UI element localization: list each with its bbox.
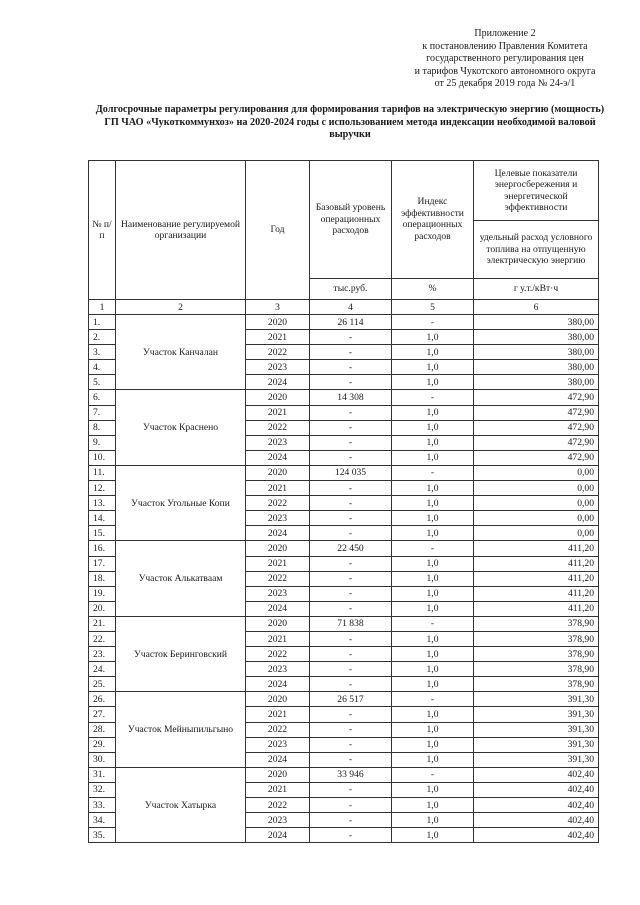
column-number: 3 bbox=[246, 300, 310, 315]
fuel-rate-cell: 378,90 bbox=[474, 631, 599, 646]
row-number: 25. bbox=[89, 677, 116, 692]
table-row bbox=[89, 390, 599, 405]
unit-fuel: г у.т./кВт·ч bbox=[474, 278, 599, 299]
base-opex-cell: - bbox=[310, 707, 392, 722]
fuel-rate-cell: 402,40 bbox=[474, 813, 599, 828]
efficiency-index-cell: 1,0 bbox=[392, 647, 474, 662]
year-cell: 2022 bbox=[246, 798, 310, 813]
fuel-rate-cell: 411,20 bbox=[474, 541, 599, 556]
base-opex-cell: - bbox=[310, 330, 392, 345]
base-opex-cell: - bbox=[310, 435, 392, 450]
appendix-line: от 25 декабря 2019 года № 24-э/1 bbox=[434, 78, 576, 89]
fuel-rate-cell: 411,20 bbox=[474, 601, 599, 616]
table-row bbox=[89, 541, 599, 556]
header-targets: Целевые показатели энергосбережения и энергетической эффективности bbox=[474, 161, 599, 221]
year-cell: 2021 bbox=[246, 405, 310, 420]
efficiency-index-cell: 1,0 bbox=[392, 813, 474, 828]
column-number: 2 bbox=[116, 300, 246, 315]
fuel-rate-cell: 0,00 bbox=[474, 465, 599, 480]
row-number: 15. bbox=[89, 526, 116, 541]
fuel-rate-cell: 391,30 bbox=[474, 707, 599, 722]
base-opex-cell: - bbox=[310, 481, 392, 496]
row-number: 19. bbox=[89, 586, 116, 601]
fuel-rate-cell: 402,40 bbox=[474, 828, 599, 843]
year-cell: 2022 bbox=[246, 345, 310, 360]
row-number: 31. bbox=[89, 767, 116, 782]
org-name: Участок Алькатваам bbox=[116, 541, 246, 616]
efficiency-index-cell: 1,0 bbox=[392, 345, 474, 360]
fuel-rate-cell: 411,20 bbox=[474, 556, 599, 571]
efficiency-index-cell: 1,0 bbox=[392, 662, 474, 677]
base-opex-cell: - bbox=[310, 752, 392, 767]
base-opex-cell: - bbox=[310, 450, 392, 465]
year-cell: 2024 bbox=[246, 375, 310, 390]
base-opex-cell: - bbox=[310, 526, 392, 541]
appendix-line: Приложение 2 bbox=[474, 28, 536, 39]
efficiency-index-cell: - bbox=[392, 692, 474, 707]
row-number: 24. bbox=[89, 662, 116, 677]
base-opex-cell: - bbox=[310, 586, 392, 601]
base-opex-cell: - bbox=[310, 677, 392, 692]
table-row bbox=[89, 767, 599, 782]
row-number: 22. bbox=[89, 631, 116, 646]
base-opex-cell: 71 838 bbox=[310, 616, 392, 631]
base-opex-cell: 26 114 bbox=[310, 315, 392, 330]
efficiency-index-cell: 1,0 bbox=[392, 677, 474, 692]
row-number: 27. bbox=[89, 707, 116, 722]
base-opex-cell: - bbox=[310, 571, 392, 586]
org-name: Участок Мейныпильгыно bbox=[116, 692, 246, 767]
fuel-rate-cell: 402,40 bbox=[474, 767, 599, 782]
efficiency-index-cell: 1,0 bbox=[392, 526, 474, 541]
efficiency-index-cell: 1,0 bbox=[392, 798, 474, 813]
title-line: ГП ЧАО «Чукоткоммунхоз» на 2020-2024 годы с использованием метода индексации необходимой валовой bbox=[104, 116, 596, 128]
table-row bbox=[89, 692, 599, 707]
row-number: 28. bbox=[89, 722, 116, 737]
fuel-rate-cell: 378,90 bbox=[474, 616, 599, 631]
header-efficiency-index: Индекс эффективности операционных расходов bbox=[392, 161, 474, 279]
year-cell: 2022 bbox=[246, 722, 310, 737]
base-opex-cell: 26 517 bbox=[310, 692, 392, 707]
base-opex-cell: - bbox=[310, 813, 392, 828]
base-opex-cell: - bbox=[310, 375, 392, 390]
efficiency-index-cell: 1,0 bbox=[392, 405, 474, 420]
table-row bbox=[89, 616, 599, 631]
base-opex-cell: - bbox=[310, 405, 392, 420]
base-opex-cell: 14 308 bbox=[310, 390, 392, 405]
year-cell: 2023 bbox=[246, 511, 310, 526]
fuel-rate-cell: 0,00 bbox=[474, 481, 599, 496]
base-opex-cell: - bbox=[310, 345, 392, 360]
year-cell: 2023 bbox=[246, 662, 310, 677]
efficiency-index-cell: 1,0 bbox=[392, 571, 474, 586]
fuel-rate-cell: 472,90 bbox=[474, 390, 599, 405]
row-number: 17. bbox=[89, 556, 116, 571]
base-opex-cell: - bbox=[310, 511, 392, 526]
efficiency-index-cell: - bbox=[392, 541, 474, 556]
year-cell: 2023 bbox=[246, 813, 310, 828]
row-number: 26. bbox=[89, 692, 116, 707]
year-cell: 2020 bbox=[246, 465, 310, 480]
row-number: 12. bbox=[89, 481, 116, 496]
row-number: 8. bbox=[89, 420, 116, 435]
fuel-rate-cell: 391,30 bbox=[474, 752, 599, 767]
efficiency-index-cell: - bbox=[392, 390, 474, 405]
appendix-line: к постановлению Правления Комитета bbox=[422, 40, 588, 52]
fuel-rate-cell: 472,90 bbox=[474, 435, 599, 450]
org-name: Участок Беринговский bbox=[116, 616, 246, 691]
row-number: 1. bbox=[89, 315, 116, 330]
row-number: 5. bbox=[89, 375, 116, 390]
base-opex-cell: - bbox=[310, 647, 392, 662]
efficiency-index-cell: 1,0 bbox=[392, 450, 474, 465]
header-base-opex: Базовый уровень операционных расходов bbox=[310, 161, 392, 279]
efficiency-index-cell: - bbox=[392, 465, 474, 480]
fuel-rate-cell: 380,00 bbox=[474, 315, 599, 330]
fuel-rate-cell: 378,90 bbox=[474, 677, 599, 692]
year-cell: 2022 bbox=[246, 496, 310, 511]
year-cell: 2024 bbox=[246, 752, 310, 767]
efficiency-index-cell: 1,0 bbox=[392, 722, 474, 737]
fuel-rate-cell: 402,40 bbox=[474, 782, 599, 797]
year-cell: 2024 bbox=[246, 526, 310, 541]
efficiency-index-cell: - bbox=[392, 315, 474, 330]
row-number: 14. bbox=[89, 511, 116, 526]
table-row bbox=[89, 315, 599, 330]
title-line: выручки bbox=[329, 129, 371, 140]
year-cell: 2021 bbox=[246, 556, 310, 571]
base-opex-cell: 33 946 bbox=[310, 767, 392, 782]
base-opex-cell: - bbox=[310, 662, 392, 677]
year-cell: 2024 bbox=[246, 601, 310, 616]
efficiency-index-cell: 1,0 bbox=[392, 737, 474, 752]
efficiency-index-cell: 1,0 bbox=[392, 556, 474, 571]
efficiency-index-cell: - bbox=[392, 616, 474, 631]
year-cell: 2022 bbox=[246, 420, 310, 435]
base-opex-cell: - bbox=[310, 360, 392, 375]
fuel-rate-cell: 472,90 bbox=[474, 405, 599, 420]
fuel-rate-cell: 402,40 bbox=[474, 798, 599, 813]
row-number: 23. bbox=[89, 647, 116, 662]
row-number: 4. bbox=[89, 360, 116, 375]
fuel-rate-cell: 411,20 bbox=[474, 586, 599, 601]
efficiency-index-cell: 1,0 bbox=[392, 435, 474, 450]
row-number: 7. bbox=[89, 405, 116, 420]
row-number: 20. bbox=[89, 601, 116, 616]
efficiency-index-cell: 1,0 bbox=[392, 330, 474, 345]
fuel-rate-cell: 380,00 bbox=[474, 330, 599, 345]
row-number: 32. bbox=[89, 782, 116, 797]
title-line: Долгосрочные параметры регулирования для формирования тарифов на электрическую энергию (мощность) bbox=[95, 104, 605, 115]
year-cell: 2021 bbox=[246, 707, 310, 722]
year-cell: 2023 bbox=[246, 360, 310, 375]
year-cell: 2020 bbox=[246, 315, 310, 330]
efficiency-index-cell: 1,0 bbox=[392, 375, 474, 390]
year-cell: 2021 bbox=[246, 481, 310, 496]
row-number: 18. bbox=[89, 571, 116, 586]
org-name: Участок Угольные Копи bbox=[116, 465, 246, 540]
year-cell: 2020 bbox=[246, 541, 310, 556]
fuel-rate-cell: 411,20 bbox=[474, 571, 599, 586]
year-cell: 2021 bbox=[246, 631, 310, 646]
row-number: 2. bbox=[89, 330, 116, 345]
year-cell: 2023 bbox=[246, 586, 310, 601]
column-number: 4 bbox=[310, 300, 392, 315]
row-number: 16. bbox=[89, 541, 116, 556]
efficiency-index-cell: 1,0 bbox=[392, 782, 474, 797]
fuel-rate-cell: 378,90 bbox=[474, 647, 599, 662]
year-cell: 2024 bbox=[246, 828, 310, 843]
row-number: 29. bbox=[89, 737, 116, 752]
fuel-rate-cell: 391,30 bbox=[474, 722, 599, 737]
year-cell: 2020 bbox=[246, 692, 310, 707]
appendix-line: государственного регулирования цен bbox=[426, 53, 584, 64]
column-number: 5 bbox=[392, 300, 474, 315]
row-number: 11. bbox=[89, 465, 116, 480]
efficiency-index-cell: 1,0 bbox=[392, 631, 474, 646]
row-number: 6. bbox=[89, 390, 116, 405]
efficiency-index-cell: 1,0 bbox=[392, 828, 474, 843]
fuel-rate-cell: 0,00 bbox=[474, 496, 599, 511]
year-cell: 2020 bbox=[246, 616, 310, 631]
year-cell: 2023 bbox=[246, 737, 310, 752]
unit-index: % bbox=[392, 278, 474, 299]
org-name: Участок Краснено bbox=[116, 390, 246, 465]
fuel-rate-cell: 0,00 bbox=[474, 526, 599, 541]
document-title bbox=[80, 104, 620, 142]
row-number: 35. bbox=[89, 828, 116, 843]
base-opex-cell: - bbox=[310, 722, 392, 737]
appendix-line: и тарифов Чукотского автономного округа bbox=[414, 65, 596, 77]
base-opex-cell: - bbox=[310, 601, 392, 616]
org-name: Участок Канчалан bbox=[116, 315, 246, 390]
row-number: 13. bbox=[89, 496, 116, 511]
efficiency-index-cell: 1,0 bbox=[392, 481, 474, 496]
fuel-rate-cell: 391,30 bbox=[474, 737, 599, 752]
base-opex-cell: - bbox=[310, 420, 392, 435]
fuel-rate-cell: 378,90 bbox=[474, 662, 599, 677]
header-fuel-rate: удельный расход условного топлива на отпущенную электрическую энергию bbox=[474, 221, 599, 279]
row-number: 21. bbox=[89, 616, 116, 631]
base-opex-cell: - bbox=[310, 496, 392, 511]
fuel-rate-cell: 0,00 bbox=[474, 511, 599, 526]
column-number-row bbox=[89, 300, 599, 315]
year-cell: 2022 bbox=[246, 571, 310, 586]
efficiency-index-cell: 1,0 bbox=[392, 601, 474, 616]
header-num: № п/п bbox=[89, 161, 116, 300]
fuel-rate-cell: 391,30 bbox=[474, 692, 599, 707]
year-cell: 2021 bbox=[246, 782, 310, 797]
year-cell: 2023 bbox=[246, 435, 310, 450]
unit-base: тыс.руб. bbox=[310, 278, 392, 299]
base-opex-cell: - bbox=[310, 631, 392, 646]
base-opex-cell: - bbox=[310, 828, 392, 843]
year-cell: 2021 bbox=[246, 330, 310, 345]
fuel-rate-cell: 472,90 bbox=[474, 450, 599, 465]
header-year: Год bbox=[246, 161, 310, 300]
efficiency-index-cell: 1,0 bbox=[392, 496, 474, 511]
row-number: 33. bbox=[89, 798, 116, 813]
fuel-rate-cell: 380,00 bbox=[474, 345, 599, 360]
fuel-rate-cell: 380,00 bbox=[474, 375, 599, 390]
row-number: 9. bbox=[89, 435, 116, 450]
base-opex-cell: 22 450 bbox=[310, 541, 392, 556]
org-name: Участок Хатырка bbox=[116, 767, 246, 842]
base-opex-cell: - bbox=[310, 782, 392, 797]
efficiency-index-cell: 1,0 bbox=[392, 420, 474, 435]
base-opex-cell: 124 035 bbox=[310, 465, 392, 480]
column-number: 1 bbox=[89, 300, 116, 315]
efficiency-index-cell: 1,0 bbox=[392, 586, 474, 601]
year-cell: 2020 bbox=[246, 390, 310, 405]
row-number: 30. bbox=[89, 752, 116, 767]
efficiency-index-cell: 1,0 bbox=[392, 511, 474, 526]
year-cell: 2020 bbox=[246, 767, 310, 782]
header-org: Наименование регулируемой организации bbox=[116, 161, 246, 300]
column-number: 6 bbox=[474, 300, 599, 315]
year-cell: 2024 bbox=[246, 677, 310, 692]
base-opex-cell: - bbox=[310, 737, 392, 752]
fuel-rate-cell: 380,00 bbox=[474, 360, 599, 375]
row-number: 34. bbox=[89, 813, 116, 828]
row-number: 3. bbox=[89, 345, 116, 360]
table-row bbox=[89, 465, 599, 480]
base-opex-cell: - bbox=[310, 556, 392, 571]
efficiency-index-cell: - bbox=[392, 767, 474, 782]
parameters-table bbox=[88, 160, 599, 843]
efficiency-index-cell: 1,0 bbox=[392, 360, 474, 375]
row-number: 10. bbox=[89, 450, 116, 465]
fuel-rate-cell: 472,90 bbox=[474, 420, 599, 435]
appendix-block bbox=[380, 28, 630, 91]
year-cell: 2024 bbox=[246, 450, 310, 465]
efficiency-index-cell: 1,0 bbox=[392, 707, 474, 722]
year-cell: 2022 bbox=[246, 647, 310, 662]
efficiency-index-cell: 1,0 bbox=[392, 752, 474, 767]
base-opex-cell: - bbox=[310, 798, 392, 813]
